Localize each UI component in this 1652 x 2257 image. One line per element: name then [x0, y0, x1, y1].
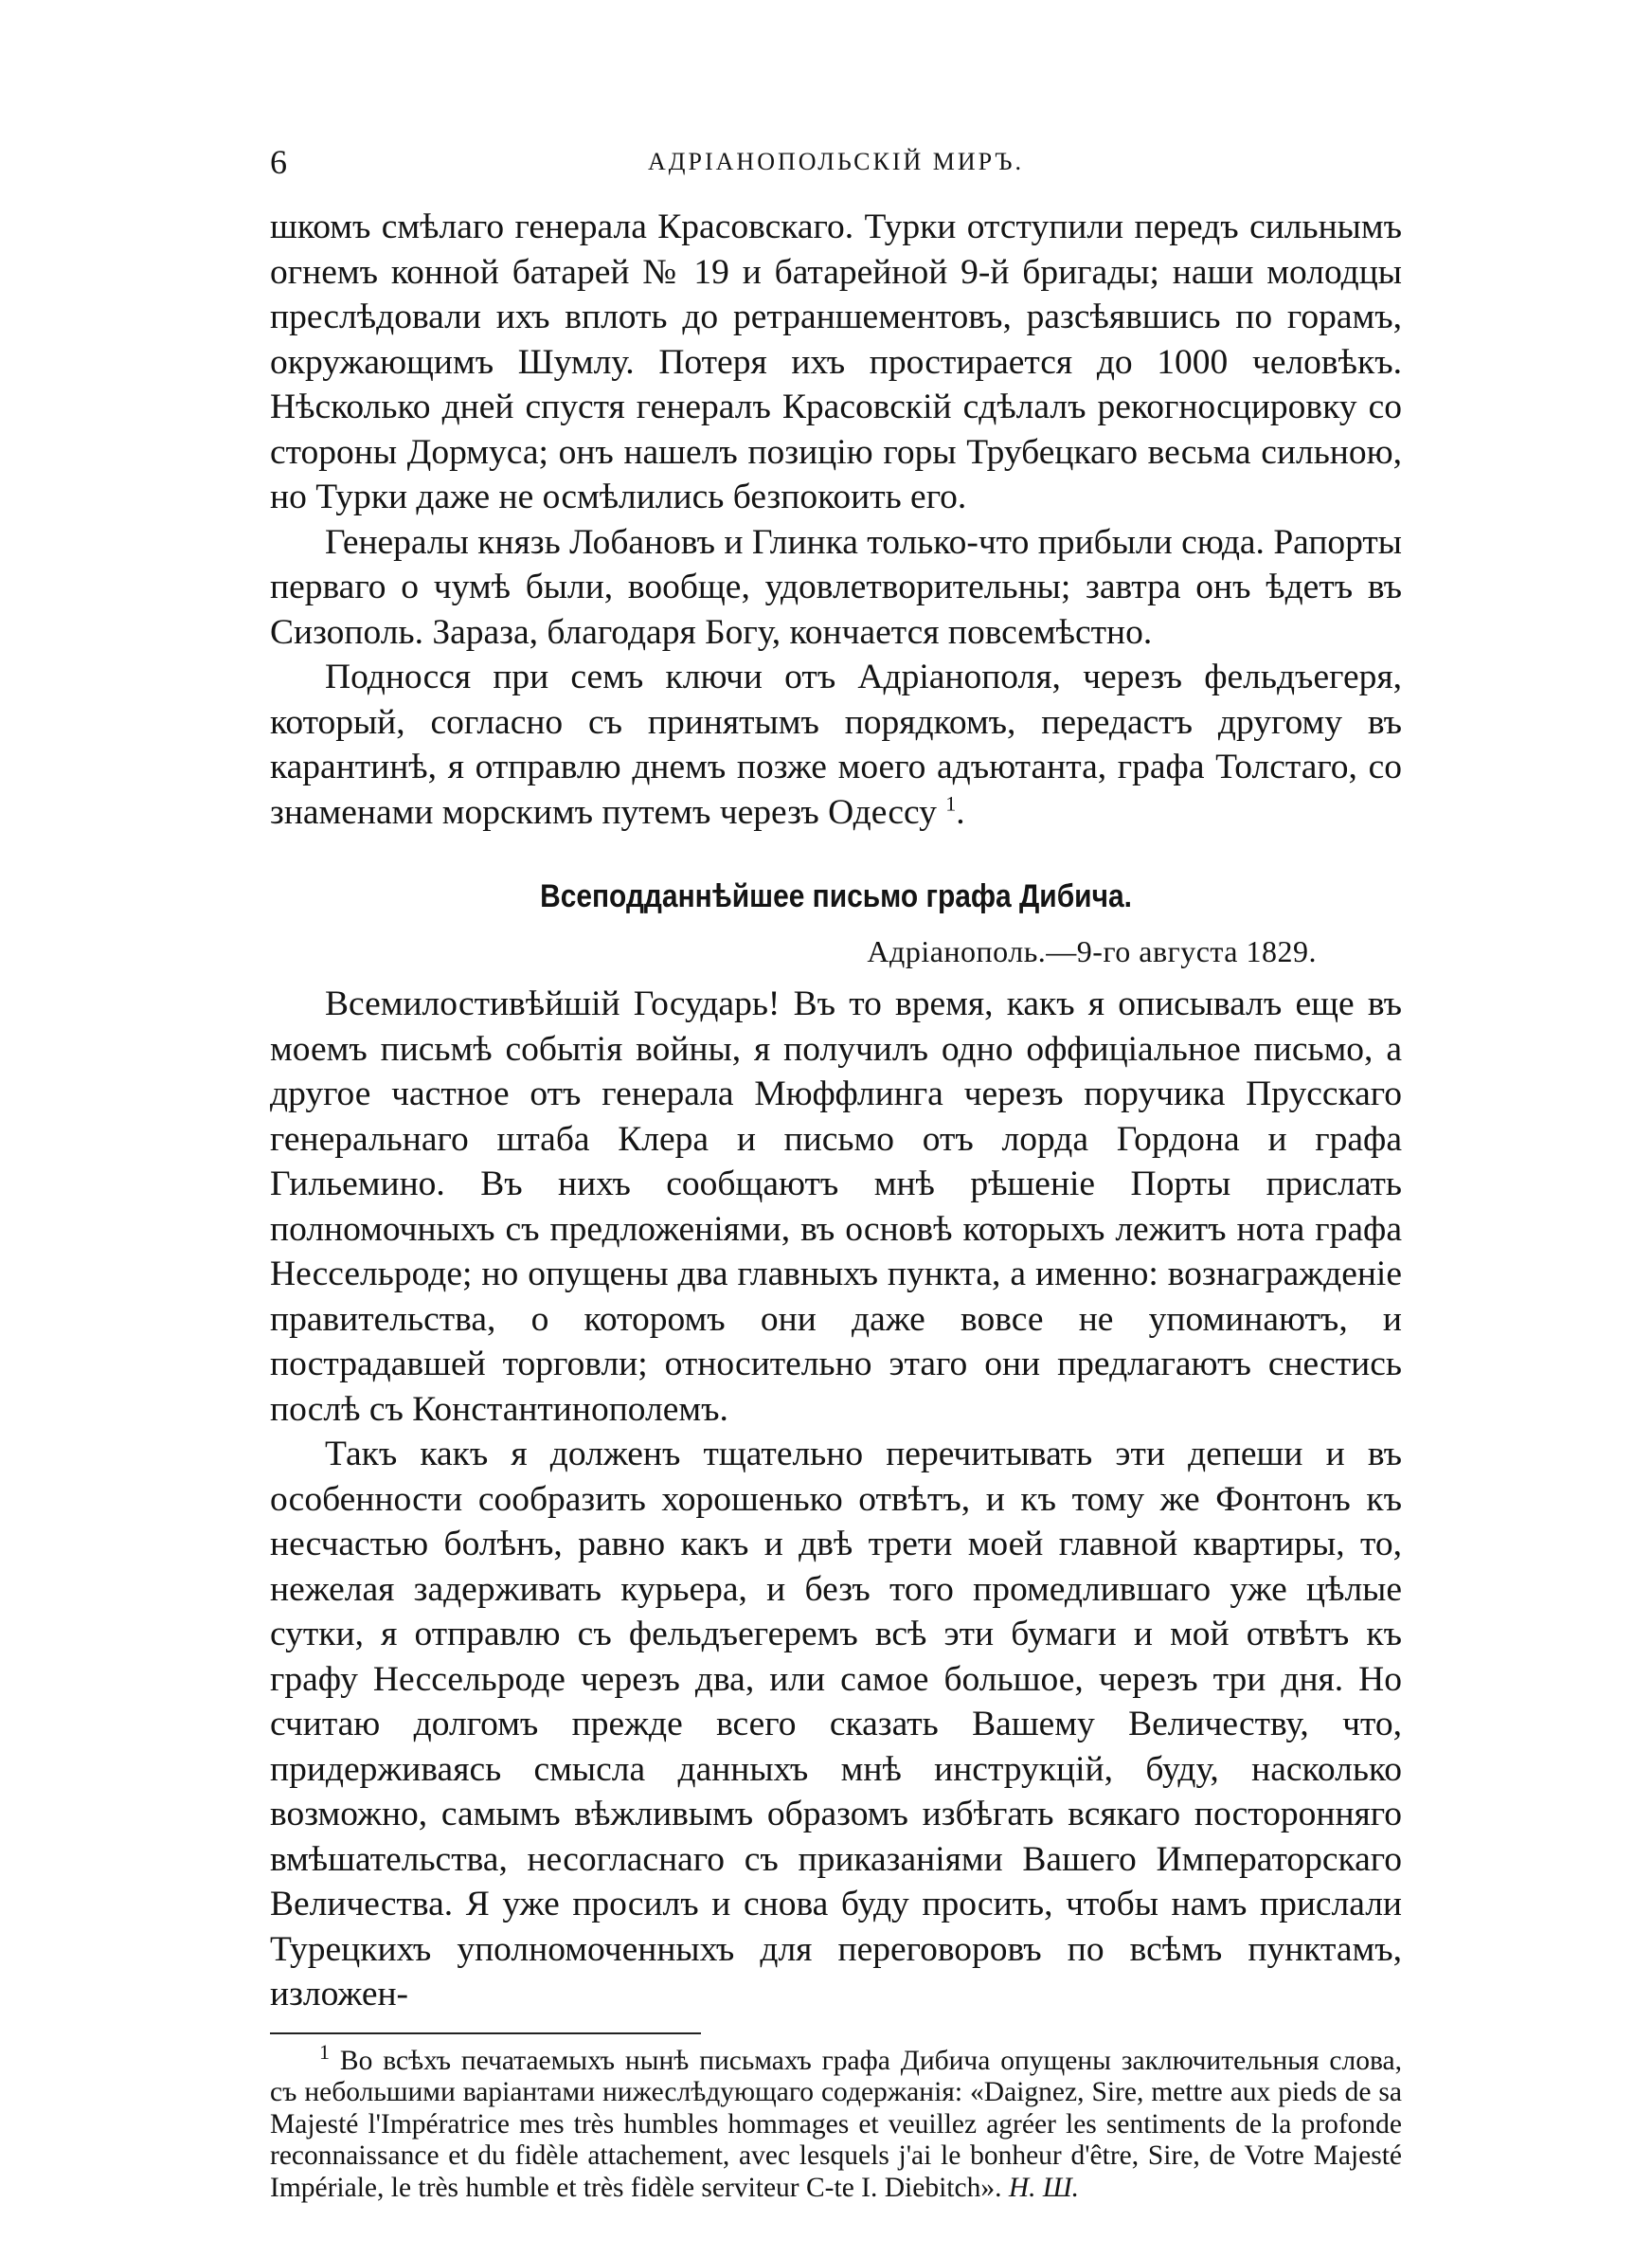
body-text: [270, 205, 1402, 2017]
page-header: [270, 142, 1402, 199]
paragraph-continued: шкомъ смѣлаго генерала Красовскаго. Турки отступили передъ сильнымъ огнемъ конной батарей № 19 и батарейной 9-й бригады; наши молодцы преслѣдовали ихъ вплоть до ретраншементовъ, разсѣявшись по горамъ, окружающимъ Шумлу. Потеря ихъ простирается до 1000 человѣкъ. Нѣсколько дней спустя генералъ Красовскій сдѣлалъ рекогносцировку со стороны Дормуса; онъ нашелъ позицію горы Трубецкаго весьма сильною, но Турки даже не осмѣлились безпокоить его.: [270, 208, 1402, 516]
footnote-divider: [270, 2032, 701, 2034]
footnote-text: Во всѣхъ печатаемыхъ нынѣ письмахъ графа Дибича опущены заключительныя слова, съ небольшими варіантами нижеслѣдующаго содержанія: «Daignez, Sire, mettre aux pieds de sa Majesté l'Impératrice mes très humbles hommages et veuillez agréer les sentiments de la profonde reconnaissance et du fidèle attachement, avec lesquels j'ai le bonheur d'être, Sire, de Votre Majesté Impériale, le très humble et très fidèle serviteur C-te I. Diebitch».: [270, 2045, 1402, 2203]
running-head: АДРІАНОПОЛЬСКІЙ МИРЪ.: [648, 148, 1024, 175]
footnote: [270, 2039, 1402, 2205]
dateline: Адріанополь.—9-го августа 1829.: [867, 933, 1317, 968]
document-page: [270, 142, 1402, 2204]
footnote-marker: 1: [319, 2039, 330, 2064]
paragraph-text: Подносся при семъ ключи отъ Адріанополя, черезъ фельдъегеря, который, согласно съ принятымъ порядкомъ, передастъ другому въ карантинѣ, я отправлю днемъ позже моего адъютанта, графа Толстаго, со знаменами морскимъ путемъ черезъ Одессу: [270, 658, 1402, 832]
letter-paragraph: Такъ какъ я долженъ тщательно перечитывать эти депеши и въ особенности сообразить хорошенько отвѣтъ, и къ тому же Фонтонъ къ несчастью болѣнъ, равно какъ и двѣ трети моей главной квартиры, то, нежелая задерживать курьера, и безъ того промедлившаго уже цѣлые сутки, я отправлю съ фельдъегеремъ всѣ эти бумаги и мой отвѣтъ къ графу Нессельроде черезъ два, или самое большое, черезъ три дня. Но считаю долгомъ прежде всего сказать Вашему Величеству, что, придерживаясь смысла данныхъ мнѣ инструкцій, буду, насколько возможно, самымъ вѣжливымъ образомъ избѣгать всякаго посторонняго вмѣшательства, несогласнаго съ приказаніями Вашего Императорскаго Величества. Я уже просилъ и снова буду просить, чтобы намъ прислали Турецкихъ уполномоченныхъ для переговоровъ по всѣмъ пунктамъ, изложен-: [270, 1435, 1402, 2013]
footnote-reference[interactable]: 1: [945, 791, 957, 815]
section-title: Всеподданнѣйшее письмо графа Дибича.: [540, 878, 1132, 914]
paragraph: Генералы князь Лобановъ и Глинка только-что прибыли сюда. Рапорты перваго о чумѣ были, вообще, удовлетворительны; завтра онъ ѣдетъ въ Сизополь. Зараза, благодаря Богу, кончается повсемѣстно.: [270, 522, 1402, 652]
letter-paragraph: Всемилостивѣйшій Государь! Въ то время, какъ я описывалъ еще въ моемъ письмѣ событія войны, я получилъ одно оффиціальное письмо, а другое частное отъ генерала Мюффлинга черезъ поручика Прусскаго генеральнаго штаба Клера и письмо отъ лорда Гордона и графа Гильемино. Въ нихъ сообщаютъ мнѣ рѣшеніе Порты прислать полномочныхъ съ предложеніями, въ основѣ которыхъ лежитъ нота графа Нессельроде; но опущены два главныхъ пункта, а именно: вознагражденіе правительства, о которомъ они даже вовсе не упоминаютъ, и пострадавшей торговли; относительно этаго они предлагаютъ снестись послѣ съ Константинополемъ.: [270, 984, 1402, 1429]
sentence-end: .: [956, 792, 965, 832]
footnote-signature: Н. Ш.: [1008, 2172, 1080, 2203]
letter-body: [270, 982, 1402, 2017]
paragraph-with-footnote-ref: [270, 655, 1402, 835]
page-number: 6: [270, 143, 287, 181]
